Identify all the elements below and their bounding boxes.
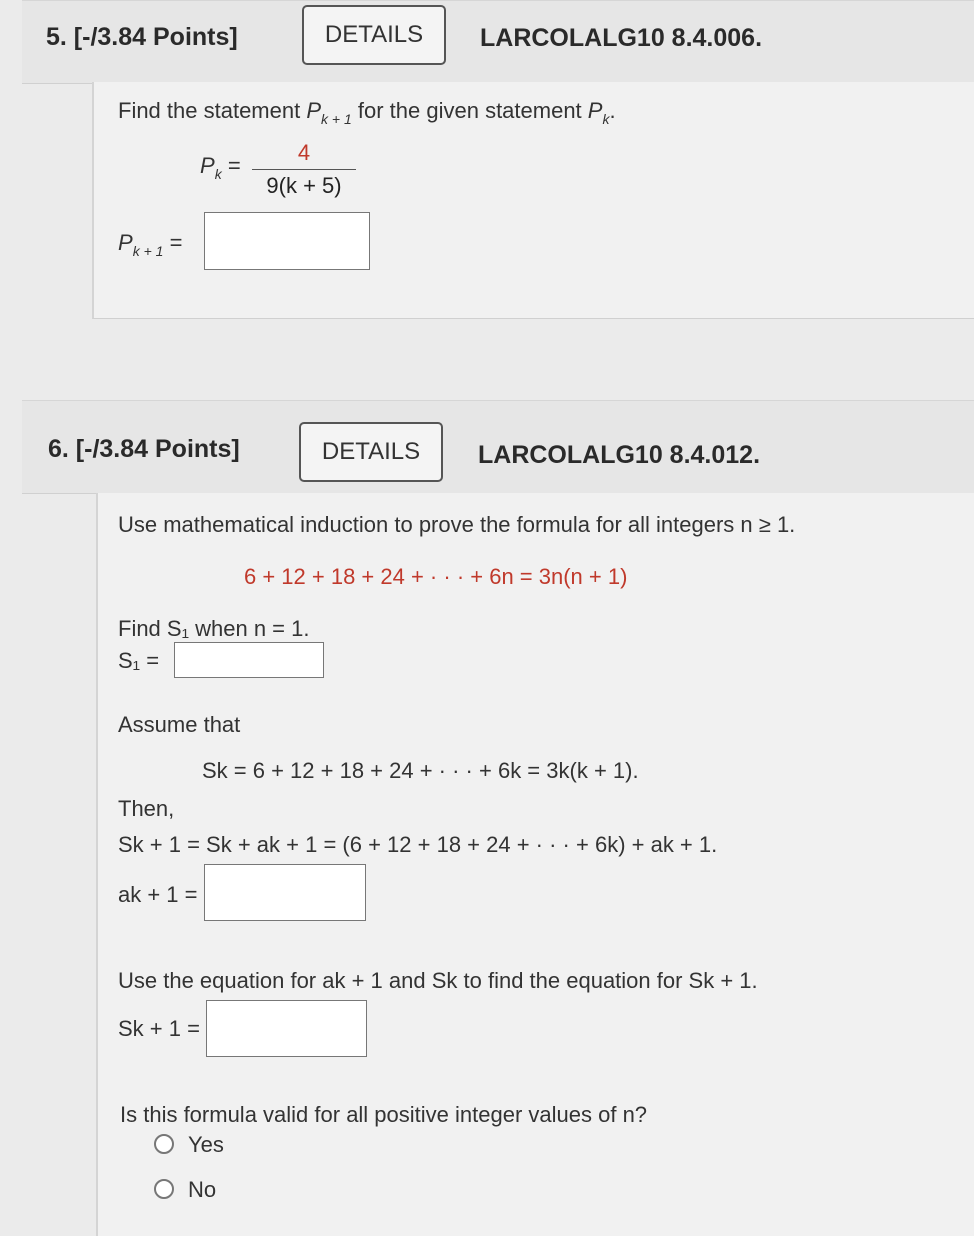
q6-formula: 6 + 12 + 18 + 24 + · · · + 6n = 3n(n + 1) xyxy=(244,564,628,589)
q5-period: . xyxy=(609,98,616,123)
q5-ans-p: P xyxy=(118,230,133,255)
q6-no-label: No xyxy=(188,1177,217,1202)
q6-yes-radio[interactable] xyxy=(154,1134,174,1154)
q6-then: Then, xyxy=(118,796,175,821)
q5-answer-input[interactable] xyxy=(204,212,370,270)
q6-find-s1: Find S₁ when n = 1. xyxy=(118,616,310,641)
q6-yes-label: Yes xyxy=(188,1132,224,1157)
q5-prompt-b: for the given statement xyxy=(351,98,588,123)
q5-prompt-a: Find the statement xyxy=(118,98,307,123)
q6-sk-equation: Sk = 6 + 12 + 18 + 24 + · · · + 6k = 3k(k + 1). xyxy=(202,758,639,783)
q6-sk1-equation: Sk + 1 = Sk + ak + 1 = (6 + 12 + 18 + 24 + · · · + 6k) + ak + 1. xyxy=(118,832,718,857)
q5-pk-eq: = xyxy=(227,153,241,178)
q6-sk1-input[interactable] xyxy=(206,1000,367,1057)
q6-number: 6. [-/3.84 Points] xyxy=(48,435,240,463)
q5-pk-sub: k xyxy=(214,166,222,182)
q5-sub-k1: k + 1 xyxy=(321,111,352,127)
q6-valid-question: Is this formula valid for all positive integer values of n? xyxy=(120,1102,648,1127)
q5-p-symbol-2: P xyxy=(587,98,603,123)
q5-pk-p: P xyxy=(200,153,215,178)
q6-intro: Use mathematical induction to prove the formula for all integers n ≥ 1. xyxy=(118,512,796,537)
q6-ak1-label: ak + 1 = xyxy=(118,882,198,907)
q6-sk1-label: Sk + 1 = xyxy=(118,1016,200,1041)
q5-frac-num: 4 xyxy=(297,140,311,165)
q6-problem-code: LARCOLALG10 8.4.012. xyxy=(478,441,761,469)
q6-ak1-input[interactable] xyxy=(204,864,366,921)
q5-answer-label xyxy=(118,230,182,259)
q5-frac-den: 9(k + 5) xyxy=(266,173,342,198)
q6-header xyxy=(22,400,974,494)
q6-use-equation: Use the equation for ak + 1 and Sk to find the equation for Sk + 1. xyxy=(118,968,758,993)
q5-ans-sub: k + 1 xyxy=(132,243,164,259)
q6-assume: Assume that xyxy=(118,712,241,737)
q5-problem-code: LARCOLALG10 8.4.006. xyxy=(480,24,763,52)
q5-number: 5. [-/3.84 Points] xyxy=(46,23,238,51)
q5-sub-k: k xyxy=(602,111,610,127)
q5-p-symbol: P xyxy=(306,98,322,123)
q5-ans-eq: = xyxy=(169,230,183,255)
q6-s1-input[interactable] xyxy=(174,642,324,678)
q6-details-button[interactable]: DETAILS xyxy=(299,422,443,482)
q5-details-button[interactable]: DETAILS xyxy=(302,5,446,65)
q5-frac-bar xyxy=(252,169,356,170)
q5-prompt xyxy=(118,98,616,127)
q5-fraction xyxy=(252,140,356,199)
q5-header xyxy=(22,0,974,84)
q6-no-radio[interactable] xyxy=(154,1179,174,1199)
q6-s1-label: S₁ = xyxy=(118,648,160,673)
q5-pk-label xyxy=(200,153,241,182)
